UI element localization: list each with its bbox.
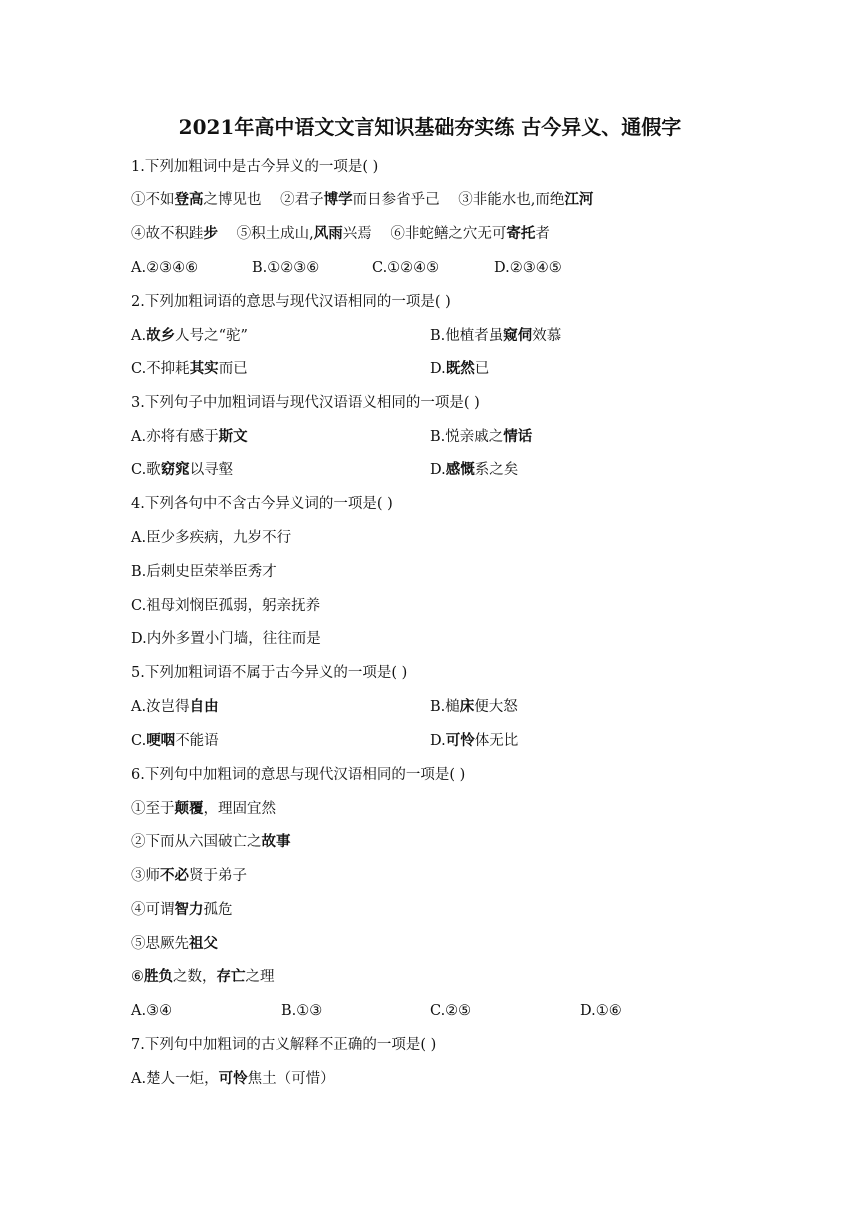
q5-option-c: C.哽咽不能语 (131, 732, 219, 749)
question-7-stem: 7.下列句中加粗词的古义解释不正确的一项是( ) (131, 1037, 437, 1053)
q1-item-2: ②君子博学而日参省乎己 (280, 191, 440, 208)
q6-item-5: ⑤思厥先祖父 (131, 935, 218, 952)
question-1-stem: 1.下列加粗词中是古今异义的一项是( ) (131, 159, 379, 175)
q2-option-b: B.他植者虽窥伺效慕 (430, 327, 562, 344)
q6-item-2: ②下而从六国破亡之故事 (131, 833, 291, 850)
q7-option-a: A.楚人一炬，可怜焦土（可惜） (131, 1070, 335, 1087)
q6-item-4: ④可谓智力孤危 (131, 901, 233, 918)
q5-option-d: D.可怜体无比 (430, 732, 519, 749)
q4-option-d: D.内外多置小门墙，往往而是 (131, 631, 321, 647)
question-2-stem: 2.下列加粗词语的意思与现代汉语相同的一项是( ) (131, 294, 451, 310)
q1-item-4: ④故不积跬步 (131, 225, 218, 242)
q5-option-a: A.汝岂得自由 (131, 698, 219, 715)
q3-option-c: C.歌窈窕以寻壑 (131, 461, 234, 478)
question-4-stem: 4.下列各句中不含古今异义词的一项是( ) (131, 496, 393, 512)
q2-option-d: D.既然已 (430, 360, 490, 377)
q6-option-b: B.①③ (281, 1003, 323, 1019)
q6-item-6: ⑥胜负之数，存亡之理 (131, 968, 275, 985)
q6-option-a: A.③④ (131, 1003, 173, 1019)
q4-option-c: C.祖母刘悯臣孤弱，躬亲抚养 (131, 598, 321, 614)
q1-option-a: A.②③④⑥ (131, 260, 199, 276)
page-title: 2021年高中语文文言知识基础夯实练 古今异义、通假字 (178, 115, 682, 139)
q2-option-c: C.不抑耗其实而已 (131, 360, 248, 377)
q6-item-3: ③师不必贤于弟子 (131, 867, 247, 884)
q1-item-1: ①不如登高之博见也 (131, 191, 262, 208)
q6-option-c: C.②⑤ (430, 1003, 472, 1019)
q3-option-a: A.亦将有感于斯文 (131, 428, 248, 445)
q5-option-b: B.槌床便大怒 (430, 698, 518, 715)
q6-option-d: D.①⑥ (580, 1003, 622, 1019)
q1-option-b: B.①②③⑥ (252, 260, 320, 276)
question-5-stem: 5.下列加粗词语不属于古今异义的一项是( ) (131, 665, 408, 681)
q3-option-d: D.感慨系之矣 (430, 461, 519, 478)
q1-item-3: ③非能水也,而绝江河 (458, 191, 594, 208)
q1-item-6: ⑥非蛇鳝之穴无可寄托者 (390, 225, 550, 242)
q1-item-5: ⑤积土成山,风雨兴焉 (236, 225, 372, 242)
question-3-stem: 3.下列句子中加粗词语与现代汉语语义相同的一项是( ) (131, 395, 480, 411)
q1-option-c: C.①②④⑤ (372, 260, 440, 276)
q2-option-a: A.故乡人号之“驼” (131, 327, 248, 344)
question-1-line-2 (131, 223, 550, 245)
q6-item-1: ①至于颠覆，理固宜然 (131, 800, 276, 817)
question-6-stem: 6.下列句中加粗词的意思与现代汉语相同的一项是( ) (131, 767, 466, 783)
q4-option-a: A.臣少多疾病，九岁不行 (131, 530, 292, 546)
q4-option-b: B.后刺史臣荣举臣秀才 (131, 564, 277, 580)
q1-option-d: D.②③④⑤ (494, 260, 562, 276)
q3-option-b: B.悦亲戚之情话 (430, 428, 533, 445)
question-1-line-1 (131, 189, 593, 211)
